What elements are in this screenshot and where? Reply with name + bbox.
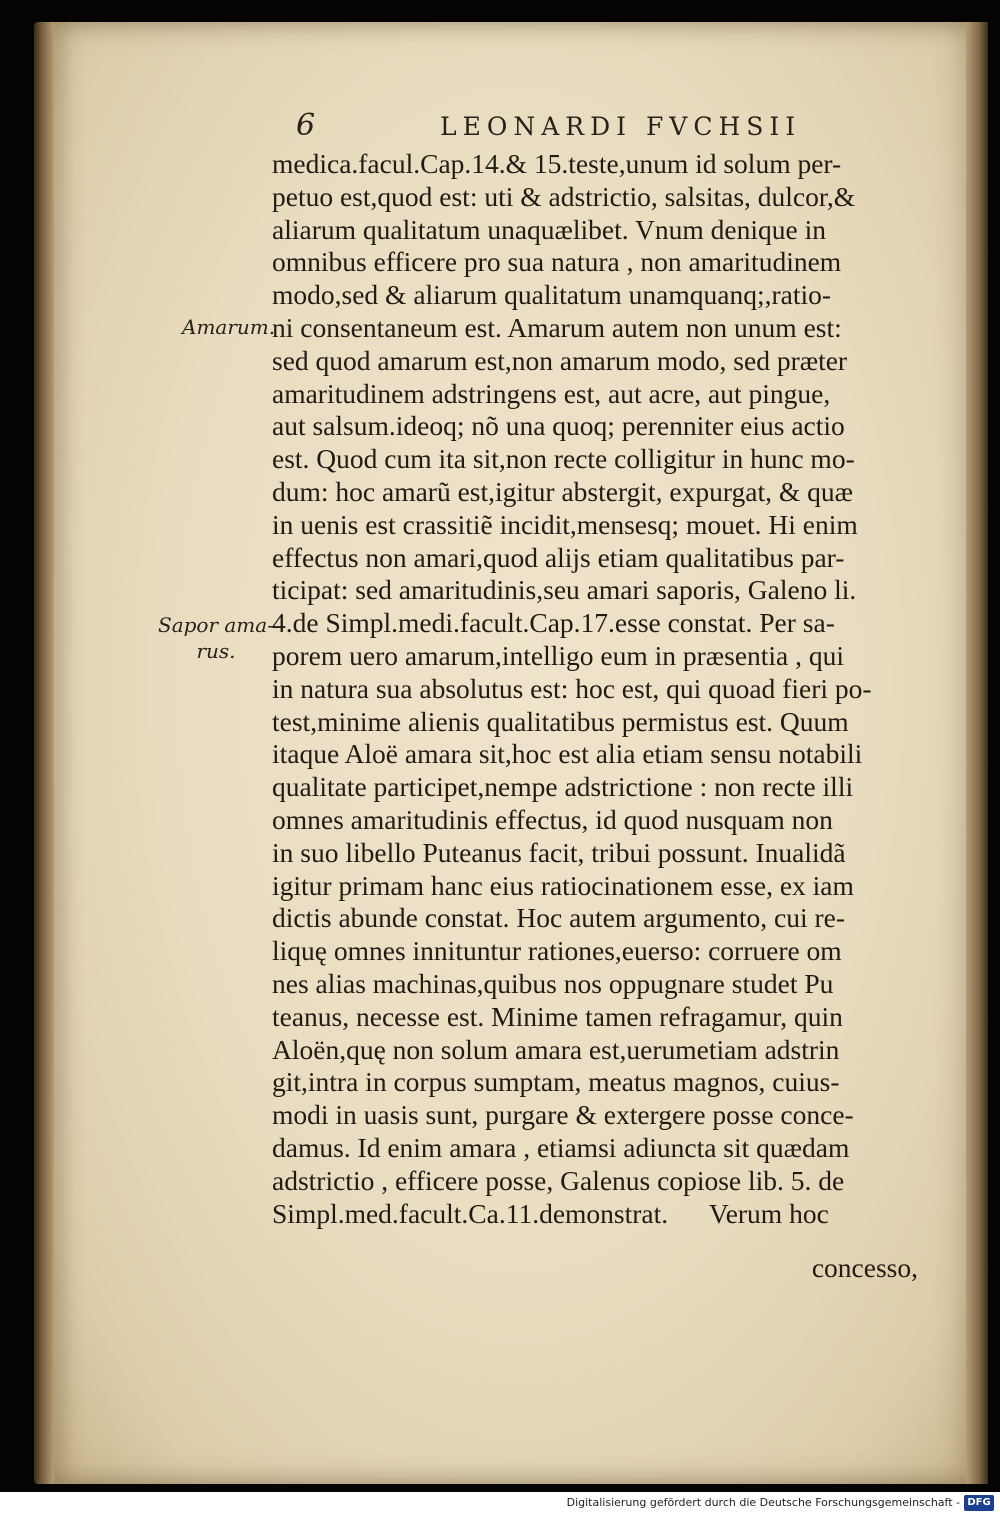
dfg-logo-icon: DFG <box>964 1495 994 1511</box>
text-line: aliarum qualitatum unaquælibet. Vnum denique in <box>272 213 826 245</box>
text-line: in suo libello Puteanus facit, tribui possunt. Inualidã <box>272 836 846 868</box>
funding-credit: Digitalisierung gefördert durch die Deutsche Forschungsgemeinschaft - <box>566 1496 960 1509</box>
text-line: adstrictio , efficere posse, Galenus copiose lib. 5. de <box>272 1164 845 1196</box>
text-line: itaque Aloë amara sit,hoc est alia etiam sensu notabili <box>272 738 863 770</box>
margin-note-amarum: Amarum. <box>182 315 276 339</box>
text-line: nes alias machinas,quibus nos oppugnare studet Pu <box>272 967 834 999</box>
text-line: amaritudinem adstringens est, aut acre, aut pingue, <box>272 377 831 409</box>
text-line: petuo est,quod est: uti & adstrictio, salsitas, dulcor,& <box>272 180 856 212</box>
page-header <box>296 108 936 148</box>
text-line: igitur primam hanc eius ratiocinationem esse, ex iam <box>272 869 854 901</box>
text-line: Simpl.med.facult.Ca.11.demonstrat. Verum hoc <box>272 1197 829 1229</box>
text-line: sed quod amarum est,non amarum modo, sed præter <box>272 344 848 376</box>
text-line: modo,sed & aliarum qualitatum unamquanq;,ratio- <box>272 279 832 311</box>
text-line: medica.facul.Cap.14.& 15.teste,unum id solum per- <box>272 148 842 179</box>
text-line: ticipat: sed amaritudinis,seu amari saporis, Galeno li. <box>272 574 857 606</box>
text-line: effectus non amari,quod alijs etiam qualitatibus par- <box>272 541 845 573</box>
text-line: in uenis est crassitiẽ incidit,mensesq; mouet. Hi enim <box>272 508 858 540</box>
text-line: ni consentaneum est. Amarum autem non unum est: <box>272 311 842 343</box>
body-text <box>272 148 932 1230</box>
text-line: damus. Id enim amara , etiamsi adiuncta sit quædam <box>272 1131 850 1163</box>
text-line: omnibus efficere pro sua natura , non amaritudinem <box>272 246 842 278</box>
digitization-footer <box>0 1492 1000 1515</box>
text-line: modi in uasis sunt, purgare & extergere posse conce- <box>272 1099 854 1131</box>
text-line: qualitate participet,nempe adstrictione : non recte illi <box>272 771 854 803</box>
text-line: liquę omnes innituntur rationes,euerso: corruere om <box>272 935 842 967</box>
page-right-edge <box>966 22 988 1484</box>
running-head: LEONARDI FVCHSII <box>440 112 802 141</box>
text-line: test,minime alienis qualitatibus permistus est. Quum <box>272 705 849 737</box>
text-line: porem uero amarum,intelligo eum in præsentia , qui <box>272 639 845 671</box>
text-line: teanus, necesse est. Minime tamen refragamur, quin <box>272 1000 843 1032</box>
text-line: Aloën,quę non solum amara est,uerumetiam adstrin <box>272 1033 840 1065</box>
text-line: 4.de Simpl.medi.facult.Cap.17.esse constat. Per sa- <box>272 607 835 639</box>
text-line: in natura sua absolutus est: hoc est, qui quoad fieri po- <box>272 672 872 704</box>
margin-note-sapor-amarus: Sapor ama- rus. <box>158 613 274 663</box>
text-line: dum: hoc amarũ est,igitur abstergit, expurgat, & quæ <box>272 475 853 507</box>
catchword: concesso, <box>811 1252 918 1283</box>
page-number: 6 <box>296 108 316 143</box>
book-spine-edge <box>34 22 56 1484</box>
text-line: omnes amaritudinis effectus, id quod nusquam non <box>272 803 833 835</box>
text-line: git,intra in corpus sumptam, meatus magnos, cuius- <box>272 1066 840 1098</box>
text-line: dictis abunde constat. Hoc autem argumento, cui re- <box>272 902 845 934</box>
text-line: est. Quod cum ita sit,non recte colligitur in hunc mo- <box>272 443 855 475</box>
text-line: aut salsum.ideoq; nõ una quoq; perenniter eius actio <box>272 410 845 442</box>
